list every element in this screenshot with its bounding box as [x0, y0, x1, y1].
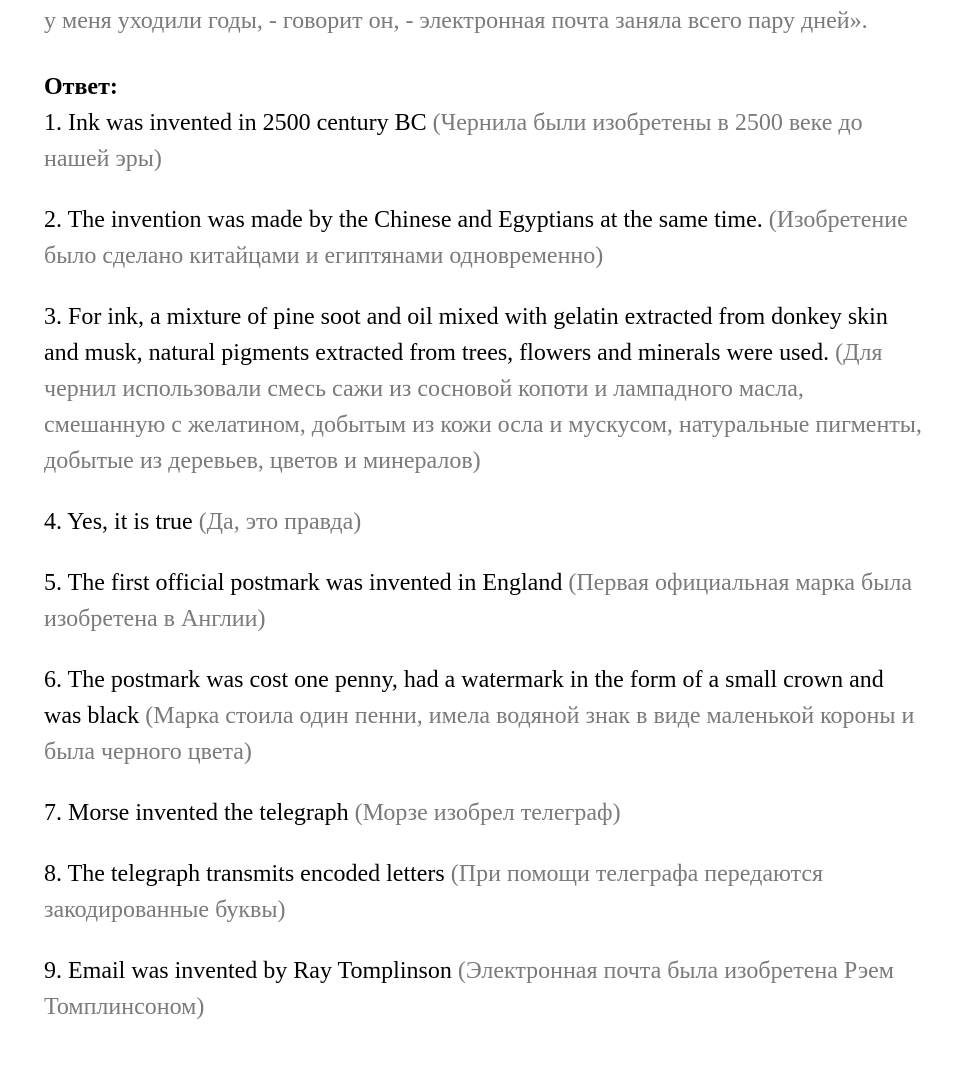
answer-translation: (Электронная почта была изобретена Рэем Томплинсоном)	[44, 958, 894, 1020]
document-page	[44, 3, 924, 1050]
answer-english: 8. The telegraph transmits encoded letters	[44, 861, 445, 887]
answer-item-7	[44, 795, 924, 831]
answer-translation: (Да, это правда)	[198, 509, 362, 535]
answer-english: 9. Email was invented by Ray Tomplinson	[44, 958, 452, 984]
intro-paragraph: у меня уходили годы, - говорит он, - электронная почта заняла всего пару дней».	[44, 8, 868, 34]
answer-translation: (Для чернил использовали смесь сажи из сосновой копоти и лампадного масла, смешанную с желатином, добытым из кожи осла и мускусом, натуральные пигменты, добытые из деревьев, цветов и минералов)	[44, 340, 922, 474]
answer-english: 1. Ink was invented in 2500 century BC	[44, 110, 427, 136]
answer-translation: (Марка стоила один пенни, имела водяной знак в виде маленькой короны и была черного цвета)	[44, 703, 915, 765]
answer-english: 5. The first official postmark was invented in England	[44, 570, 563, 596]
answer-item-2	[44, 202, 924, 274]
answer-item-5	[44, 565, 924, 637]
answer-item-9	[44, 953, 924, 1025]
answer-english: 4. Yes, it is true	[44, 509, 193, 535]
answer-item-1	[44, 105, 924, 177]
answer-translation: (Изобретение было сделано китайцами и египтянами одновременно)	[44, 207, 908, 269]
answer-item-6	[44, 662, 924, 770]
answer-translation: (Морзе изобрел телеграф)	[354, 800, 621, 826]
answer-heading: Ответ:	[44, 74, 118, 100]
answer-item-8	[44, 856, 924, 928]
answer-item-3	[44, 299, 924, 479]
answer-list	[44, 105, 924, 1025]
answer-english: 2. The invention was made by the Chinese and Egyptians at the same time.	[44, 207, 763, 233]
answer-english: 3. For ink, a mixture of pine soot and oil mixed with gelatin extracted from donkey skin and musk, natural pigments extracted from trees, flowers and minerals were used.	[44, 304, 888, 366]
answer-english: 6. The postmark was cost one penny, had a watermark in the form of a small crown and was black	[44, 667, 884, 729]
answer-translation: (При помощи телеграфа передаются закодированные буквы)	[44, 861, 824, 923]
answer-english: 7. Morse invented the telegraph	[44, 800, 349, 826]
answer-translation: (Чернила были изобретены в 2500 веке до нашей эры)	[44, 110, 863, 172]
answer-translation: (Первая официальная марка была изобретена в Англии)	[44, 570, 913, 632]
answer-item-4	[44, 504, 924, 540]
